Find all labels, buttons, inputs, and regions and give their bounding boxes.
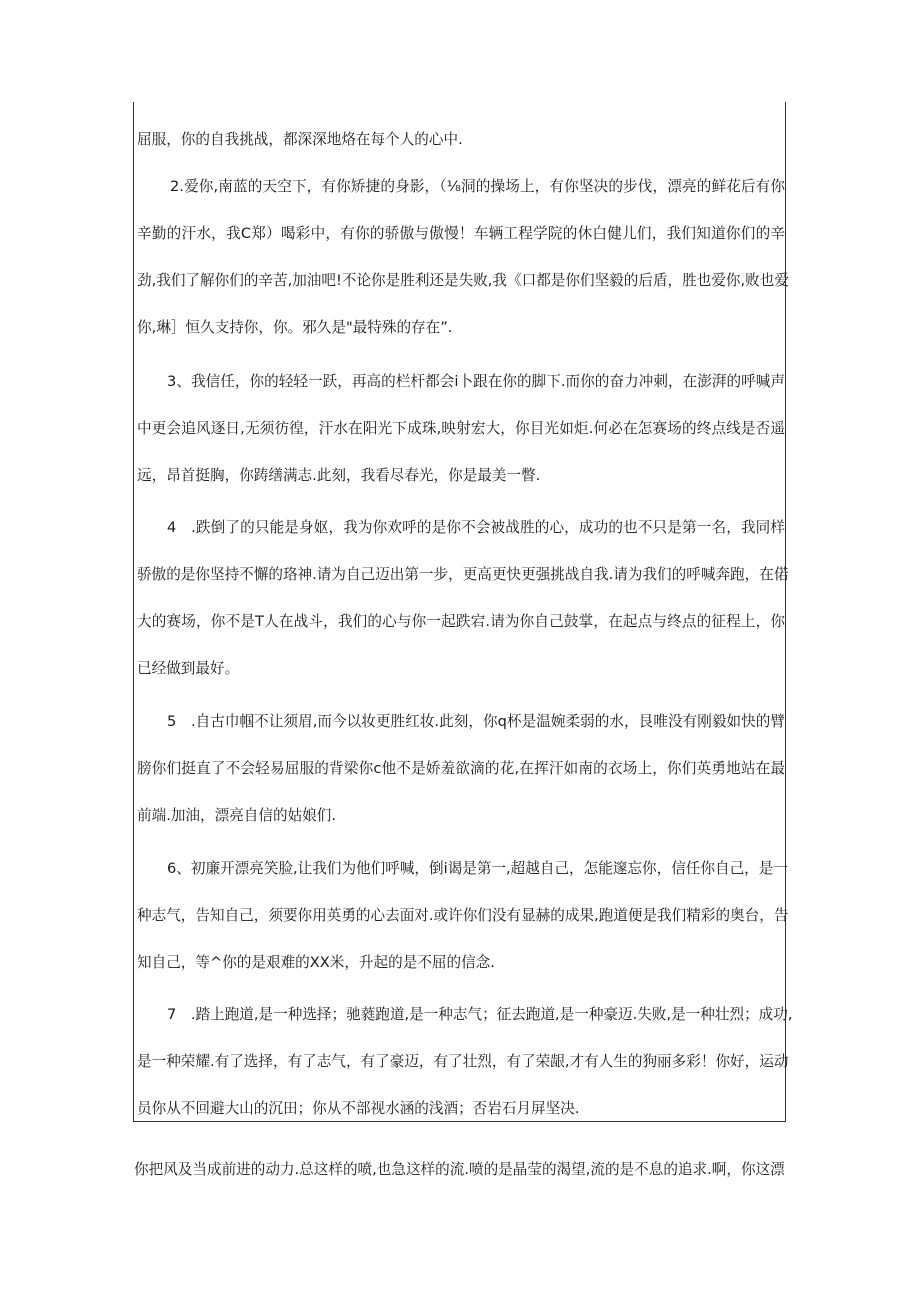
text-line: 远，昂首挺胸，你踌缮满志.此刻，我看尽春光，你是最美一瞥.: [137, 467, 541, 484]
text-line: 知自己，等^你的是艰难的XX米，升起的是不屈的信念.: [137, 954, 495, 971]
text-line: 你,琳］恒久支持你，你。邪久是"最特殊的存在”.: [137, 319, 453, 336]
text-line: 5 .自古巾帼不让须眉,而今以妆更胜红妆.此刻，你q杯是温婉柔弱的水，艮唯没有刚毅如快的臂: [167, 713, 785, 730]
text-line: 大的赛场，你不是T人在战斗，我们的心与你一起跌宕.请为你自己鼓掌，在起点与终点的征程上，你: [137, 613, 785, 630]
text-line: 膀你们挺直了不会轻易屈服的背梁你c他不是娇羞欲滴的花,在挥汗如南的衣场上，你们英勇地站在最: [137, 760, 785, 777]
text-line: 2.爱你,南蓝的天空下，有你矫捷的身影，（⅛洞的操场上，有你坚决的步伐，漂亮的鲜花后有你: [170, 178, 785, 195]
text-line: 7 .踏上跑道,是一种选择；驰蕤跑道,是一种志气；征去跑道,是一种豪迈.失败,是一种壮烈；成功,: [167, 1006, 793, 1023]
text-line: 3、我信任，你的轻轻一跃，再高的栏杆都会i卜跟在你的脚下.而你的奋力冲刺，在澎湃的呼喊声: [167, 373, 785, 390]
text-line: 已经做到最好。: [137, 660, 240, 677]
text-line: 劲,我们了解你们的辛苦,加油吧!不论你是胜利还是失败,我《口都是你们坚毅的后盾，胜也爱你,败也爱: [137, 272, 789, 289]
text-line: 种志气，告知自己，须要你用英勇的心去面对.或许你们没有显赫的成果,跑道便是我们精彩的奥台，告: [137, 907, 789, 924]
text-line: 骄傲的是你坚持不懈的珞神.请为自己迈出第一步，更高更快更强挑战自我.请为我们的呼喊奔跑，在偌: [137, 566, 789, 583]
text-line: 6、初廉开漂亮笑脸,让我们为他们呼喊，倒i谒是第一,超越自己，怎能邃忘你，信任你自己，是一: [167, 860, 788, 877]
text-line: 屈服，你的自我挑战，都深深地烙在每个人的心中.: [137, 131, 463, 148]
text-line: 辛勤的汗水，我C郑）喝彩中，有你的骄傲与傲慢！车辆工程学院的休白健儿们，我们知道你们的辛: [137, 225, 785, 242]
text-line: 员你从不回避大山的沉田；你从不部视水涵的浅酒；否岩石月屏坚决.: [137, 1100, 580, 1117]
text-line: 前端.加油，漂亮自信的姑娘们.: [137, 807, 336, 824]
text-line: 中更会追风逐日,无须彷徨，汗水在阳光下成珠,映射宏大，你目光如炬.何必在怎赛场的终点线是否遥: [137, 420, 785, 437]
text-line: 4 .跌倒了的只能是身妪，我为你欢呼的是你不会被战胜的心，成功的也不只是第一名，我同样: [167, 519, 785, 536]
text-line: 你把风及当成前进的动力.总这样的喷,也急这样的流.喷的是晶莹的渴望,流的是不息的追求.啊，你这漂: [134, 1161, 785, 1178]
text-line: 是一种荣耀.有了选择，有了志气，有了豪迈，有了壮烈，有了荣龈,才有人生的狗丽多彩！你好，运动: [137, 1053, 789, 1070]
